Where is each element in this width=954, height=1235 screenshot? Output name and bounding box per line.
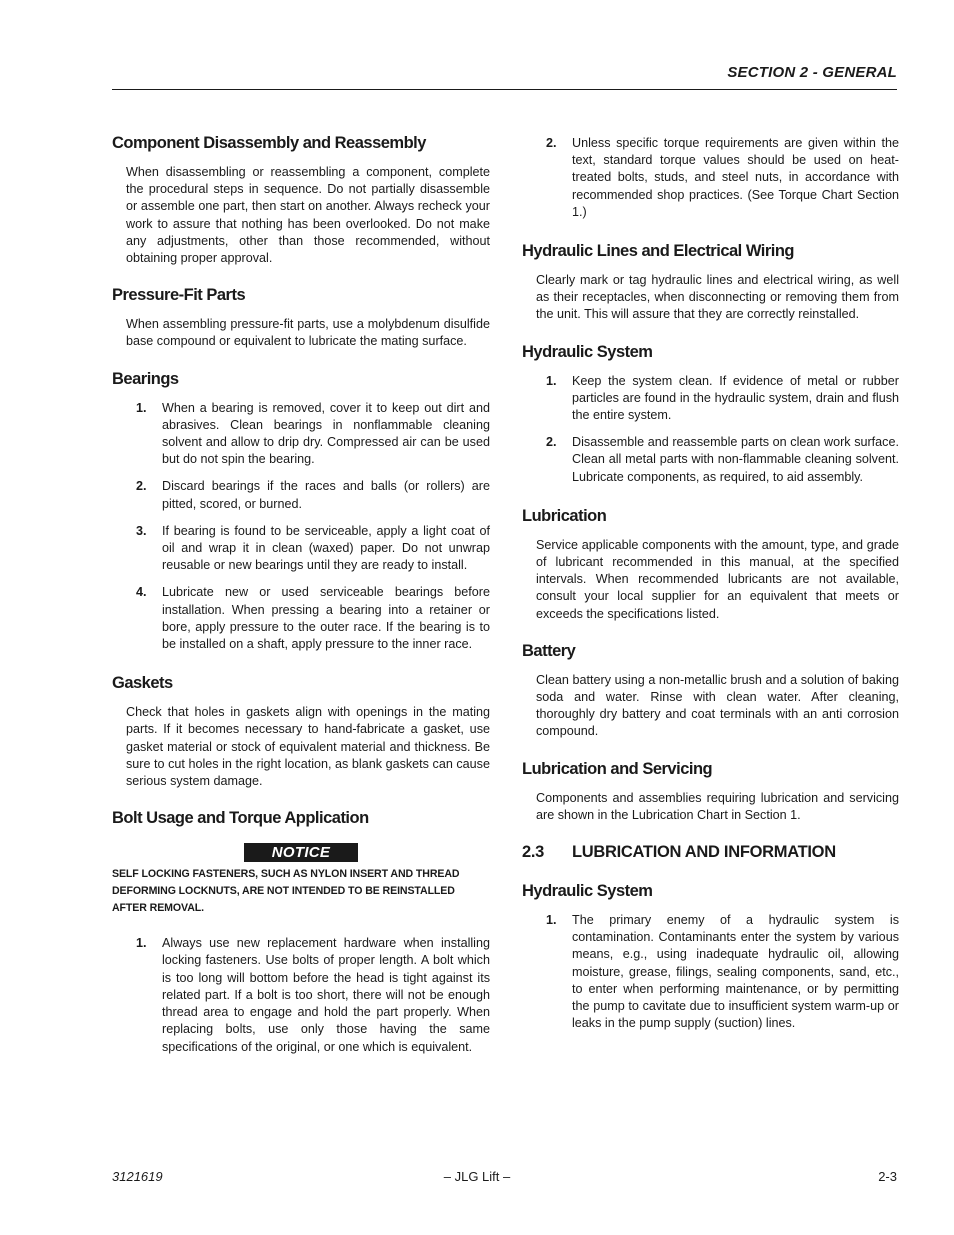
section-header: SECTION 2 - GENERAL <box>727 64 897 81</box>
heading-component-disassembly: Component Disassembly and Reassembly <box>112 134 426 152</box>
heading-gaskets: Gaskets <box>112 674 173 693</box>
notice-banner <box>112 843 490 862</box>
item-text: Keep the system clean. If evidence of metal or rubber particles are found in the hydraulic system, drain and flush the entire system. <box>572 373 899 423</box>
list-item <box>522 434 899 486</box>
paragraph-gaskets: Check that holes in gaskets align with openings in the mating parts. If it becomes necessary to hand-fabricate a gasket, use gasket material or stock of equivalent material and thickness. Be sure to cut holes in the right location, as blank gaskets can cause serious system damage. <box>126 705 490 789</box>
item-number: 2. <box>546 435 557 450</box>
item-text: Unless specific torque requirements are given within the text, standard torque values should be used on heat-treated bolts, studs, and steel nuts, in accordance with recommended shop practices. (See Torque Chart Section 1.) <box>572 136 899 219</box>
item-text: Disassemble and reassemble parts on clean work surface. Clean all metal parts with non-flammable cleaning solvent. Lubricate components, as required, to aid assembly. <box>572 435 899 484</box>
header-rule <box>112 89 897 90</box>
item-number: 1. <box>136 400 147 415</box>
item-number: 2. <box>546 136 557 150</box>
footer-doc-number: 3121619 <box>112 1169 163 1184</box>
heading-pressure-fit: Pressure-Fit Parts <box>112 286 246 305</box>
paragraph-lubrication: Service applicable components with the amount, type, and grade of lubricant recommended in this manual, at the specified intervals. When recommended lubricants are not available, consult your local supplier for an equivalent that meets or exceeds the specifications listed. <box>536 537 899 621</box>
footer-brand: – JLG Lift – <box>443 1169 511 1184</box>
heading-hydraulic-lines: Hydraulic Lines and Electrical Wiring <box>522 242 795 261</box>
item-number: 4. <box>136 585 147 600</box>
item-number: 1. <box>546 373 557 388</box>
heading-bearings: Bearings <box>112 369 179 388</box>
notice-text: SELF LOCKING FASTENERS, SUCH AS NYLON INSERT AND THREAD DEFORMING LOCKNUTS, ARE NOT INTENDED TO BE REINSTALLED AFTER REMOVAL. <box>112 868 460 915</box>
heading-battery: Battery <box>522 641 576 660</box>
right-column <box>522 135 899 1043</box>
item-number: 2. <box>136 479 147 494</box>
list-item <box>112 935 490 1055</box>
list-item <box>522 135 899 221</box>
paragraph-component-disassembly: When disassembling or reassembling a component, complete the procedural steps in sequence. Do not partially disassemble or assemble one part, then start on another. Always recheck your work to assure that nothing has been overlooked. Do not make any adjustments, other than those recommended, without obtaining proper approval. <box>126 165 490 266</box>
list-item <box>522 373 899 425</box>
item-number: 3. <box>136 523 147 538</box>
section-title: LUBRICATION AND INFORMATION <box>572 843 836 862</box>
paragraph-lubrication-servicing: Components and assemblies requiring lubrication and servicing are shown in the Lubrication Chart in Section 1. <box>536 790 899 822</box>
heading-hydraulic-system-2: Hydraulic System <box>522 882 653 901</box>
item-number: 1. <box>136 936 147 951</box>
hydraulic-system-2-list <box>522 912 899 1032</box>
bolt-list <box>112 935 490 1055</box>
list-item <box>112 478 490 512</box>
list-item <box>112 400 490 469</box>
item-text: Always use new replacement hardware when installing locking fasteners. Use bolts of proper length. A bolt which is too long will bottom before the head is tight against its related part. If a bolt is too short, there will not be enough thread area to engage and hold the part properly. When replacing bolts, use only those having the same specifications of the original, or one which is equivalent. <box>162 936 490 1054</box>
list-item <box>112 523 490 575</box>
notice-label: NOTICE <box>244 843 358 862</box>
bearings-list <box>112 400 490 654</box>
heading-lubrication: Lubrication <box>522 506 607 525</box>
list-item <box>522 912 899 1032</box>
hydraulic-system-list <box>522 373 899 486</box>
paragraph-battery: Clean battery using a non-metallic brush and a solution of baking soda and water. Rinse with clean water. After cleaning, thoroughly dry battery and coat terminals with an anti corrosion compound. <box>536 672 899 739</box>
left-column <box>112 132 490 1066</box>
item-number: 1. <box>546 913 557 928</box>
section-heading-2-3 <box>522 841 899 863</box>
item-text: The primary enemy of a hydraulic system is contamination. Contaminants enter the system by various means, e.g., using inadequate hydraulic oil, allowing moisture, grease, filings, sealing components, sand, etc., to enter when performing maintenance, or by permitting the pump to cavitate due to insufficient system warm-up or leaks in the pump supply (suction) lines. <box>572 913 899 1031</box>
item-text: Lubricate new or used serviceable bearings before installation. When pressing a bearing into a retainer or bore, apply pressure to the outer race. If the bearing is to be installed on a shaft, apply pressure to the inner race. <box>162 585 490 652</box>
heading-hydraulic-system: Hydraulic System <box>522 342 653 361</box>
paragraph-pressure-fit: When assembling pressure-fit parts, use a molybdenum disulfide base compound or equivalent to lubricate the mating surface. <box>126 317 490 349</box>
item-text: If bearing is found to be serviceable, apply a light coat of oil and wrap it in clean (waxed) paper. Do not unwrap reusable or new bearings until they are ready to install. <box>162 523 490 573</box>
heading-lubrication-servicing: Lubrication and Servicing <box>522 759 713 778</box>
item-text: Discard bearings if the races and balls (or rollers) are pitted, scored, or burned. <box>162 479 490 511</box>
footer-page-number: 2-3 <box>878 1169 897 1184</box>
heading-bolt-usage: Bolt Usage and Torque Application <box>112 809 369 828</box>
item-text: When a bearing is removed, cover it to keep out dirt and abrasives. Clean bearings in nonflammable cleaning solvent and allow to drip dry. Compressed air can be used but do not spin the bearing. <box>162 400 490 467</box>
paragraph-hydraulic-lines: Clearly mark or tag hydraulic lines and electrical wiring, as well as their receptacles, when disconnecting or removing them from the unit. This will assure that they are correctly reinstalled. <box>536 273 899 322</box>
section-number: 2.3 <box>522 843 545 862</box>
bolt-list-continued <box>522 135 899 221</box>
list-item <box>112 584 490 653</box>
